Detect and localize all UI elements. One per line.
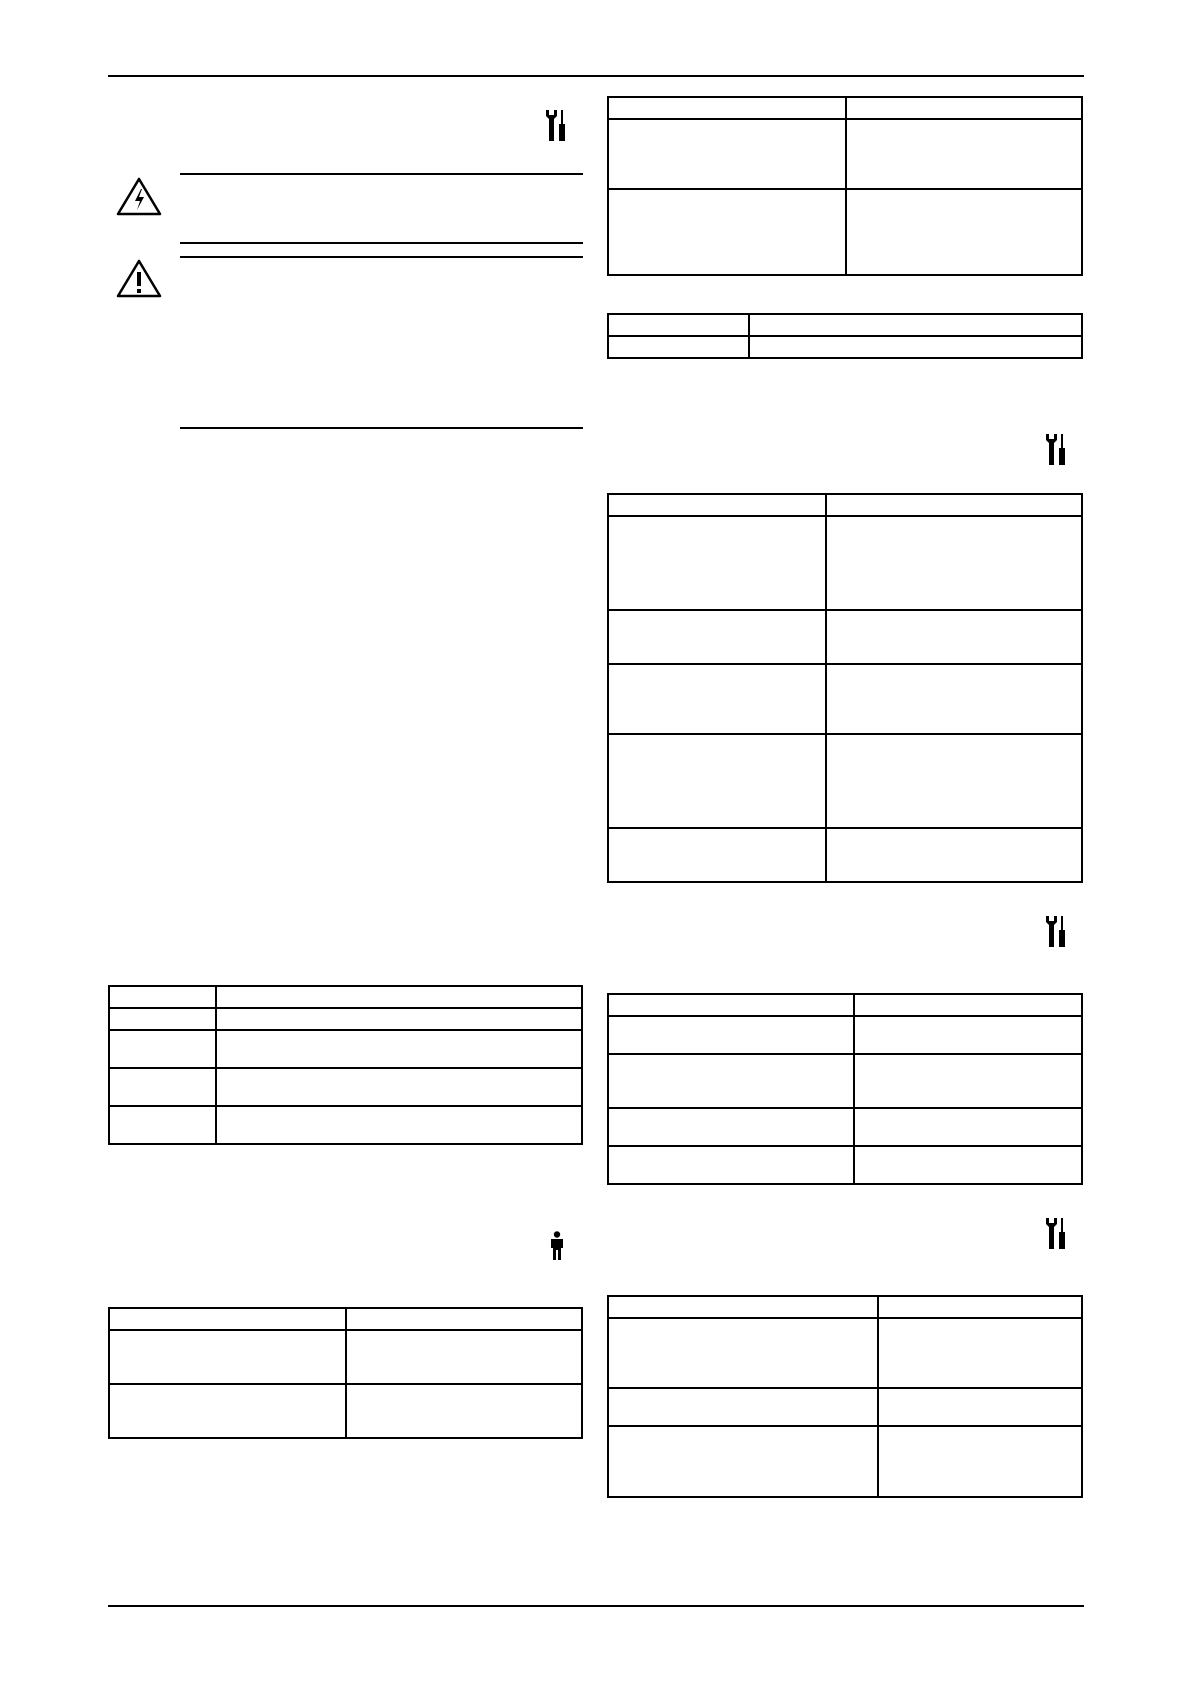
warning-general-bottom-line — [180, 427, 583, 429]
table-cell — [608, 734, 826, 828]
table-cell — [826, 664, 1082, 734]
table-cell — [854, 1016, 1082, 1054]
table-cell — [608, 994, 854, 1016]
right-table-2 — [607, 313, 1083, 359]
table-cell — [608, 119, 846, 189]
table-cell — [608, 664, 826, 734]
left-table-1 — [108, 985, 583, 1145]
table-cell — [878, 1318, 1082, 1388]
table-cell — [109, 1384, 346, 1438]
table-cell — [608, 494, 826, 516]
table-cell — [608, 314, 749, 336]
table-cell — [608, 189, 846, 275]
table-cell — [346, 1330, 582, 1384]
right-table-4 — [607, 993, 1083, 1185]
table-cell — [826, 516, 1082, 610]
table-cell — [216, 986, 582, 1008]
right-table-5 — [607, 1295, 1083, 1498]
table-cell — [608, 1146, 854, 1184]
table-cell — [608, 1296, 878, 1318]
table-cell — [216, 1008, 582, 1030]
table-cell — [608, 828, 826, 882]
table-cell — [109, 1068, 216, 1106]
exclamation-warning-icon — [116, 258, 162, 298]
table-cell — [109, 1008, 216, 1030]
table-cell — [854, 994, 1082, 1016]
warning-electric-bottom-line — [180, 242, 583, 244]
electric-hazard-icon — [116, 176, 162, 216]
table-cell — [109, 1330, 346, 1384]
table-cell — [854, 1108, 1082, 1146]
left-table-2 — [108, 1307, 583, 1439]
header-rule — [108, 75, 1084, 77]
table-cell — [608, 1318, 878, 1388]
table-cell — [846, 97, 1082, 119]
table-cell — [109, 986, 216, 1008]
table-cell — [608, 1388, 878, 1426]
table-cell — [826, 494, 1082, 516]
table-cell — [216, 1030, 582, 1068]
table-cell — [608, 1016, 854, 1054]
tools-icon — [1044, 432, 1068, 466]
table-cell — [749, 336, 1082, 358]
right-table-3 — [607, 493, 1083, 883]
table-cell — [216, 1106, 582, 1144]
footer-rule — [108, 1605, 1084, 1607]
table-cell — [854, 1146, 1082, 1184]
table-cell — [608, 516, 826, 610]
table-cell — [109, 1030, 216, 1068]
table-cell — [608, 1108, 854, 1146]
table-cell — [608, 97, 846, 119]
table-cell — [854, 1054, 1082, 1108]
tools-icon — [544, 108, 568, 142]
table-cell — [608, 1054, 854, 1108]
person-icon — [549, 1231, 565, 1261]
table-cell — [109, 1308, 346, 1330]
table-cell — [749, 314, 1082, 336]
table-cell — [878, 1426, 1082, 1497]
table-cell — [608, 610, 826, 664]
tools-icon — [1044, 914, 1068, 948]
table-cell — [878, 1388, 1082, 1426]
table-cell — [346, 1308, 582, 1330]
warning-general-top-line — [180, 256, 583, 258]
right-table-1 — [607, 96, 1083, 276]
tools-icon — [1044, 1216, 1068, 1250]
table-cell — [826, 610, 1082, 664]
table-cell — [846, 189, 1082, 275]
table-cell — [846, 119, 1082, 189]
table-cell — [216, 1068, 582, 1106]
table-cell — [346, 1384, 582, 1438]
table-cell — [826, 734, 1082, 828]
table-cell — [878, 1296, 1082, 1318]
table-cell — [109, 1106, 216, 1144]
table-cell — [608, 1426, 878, 1497]
table-cell — [608, 336, 749, 358]
warning-electric-top-line — [180, 173, 583, 175]
table-cell — [826, 828, 1082, 882]
